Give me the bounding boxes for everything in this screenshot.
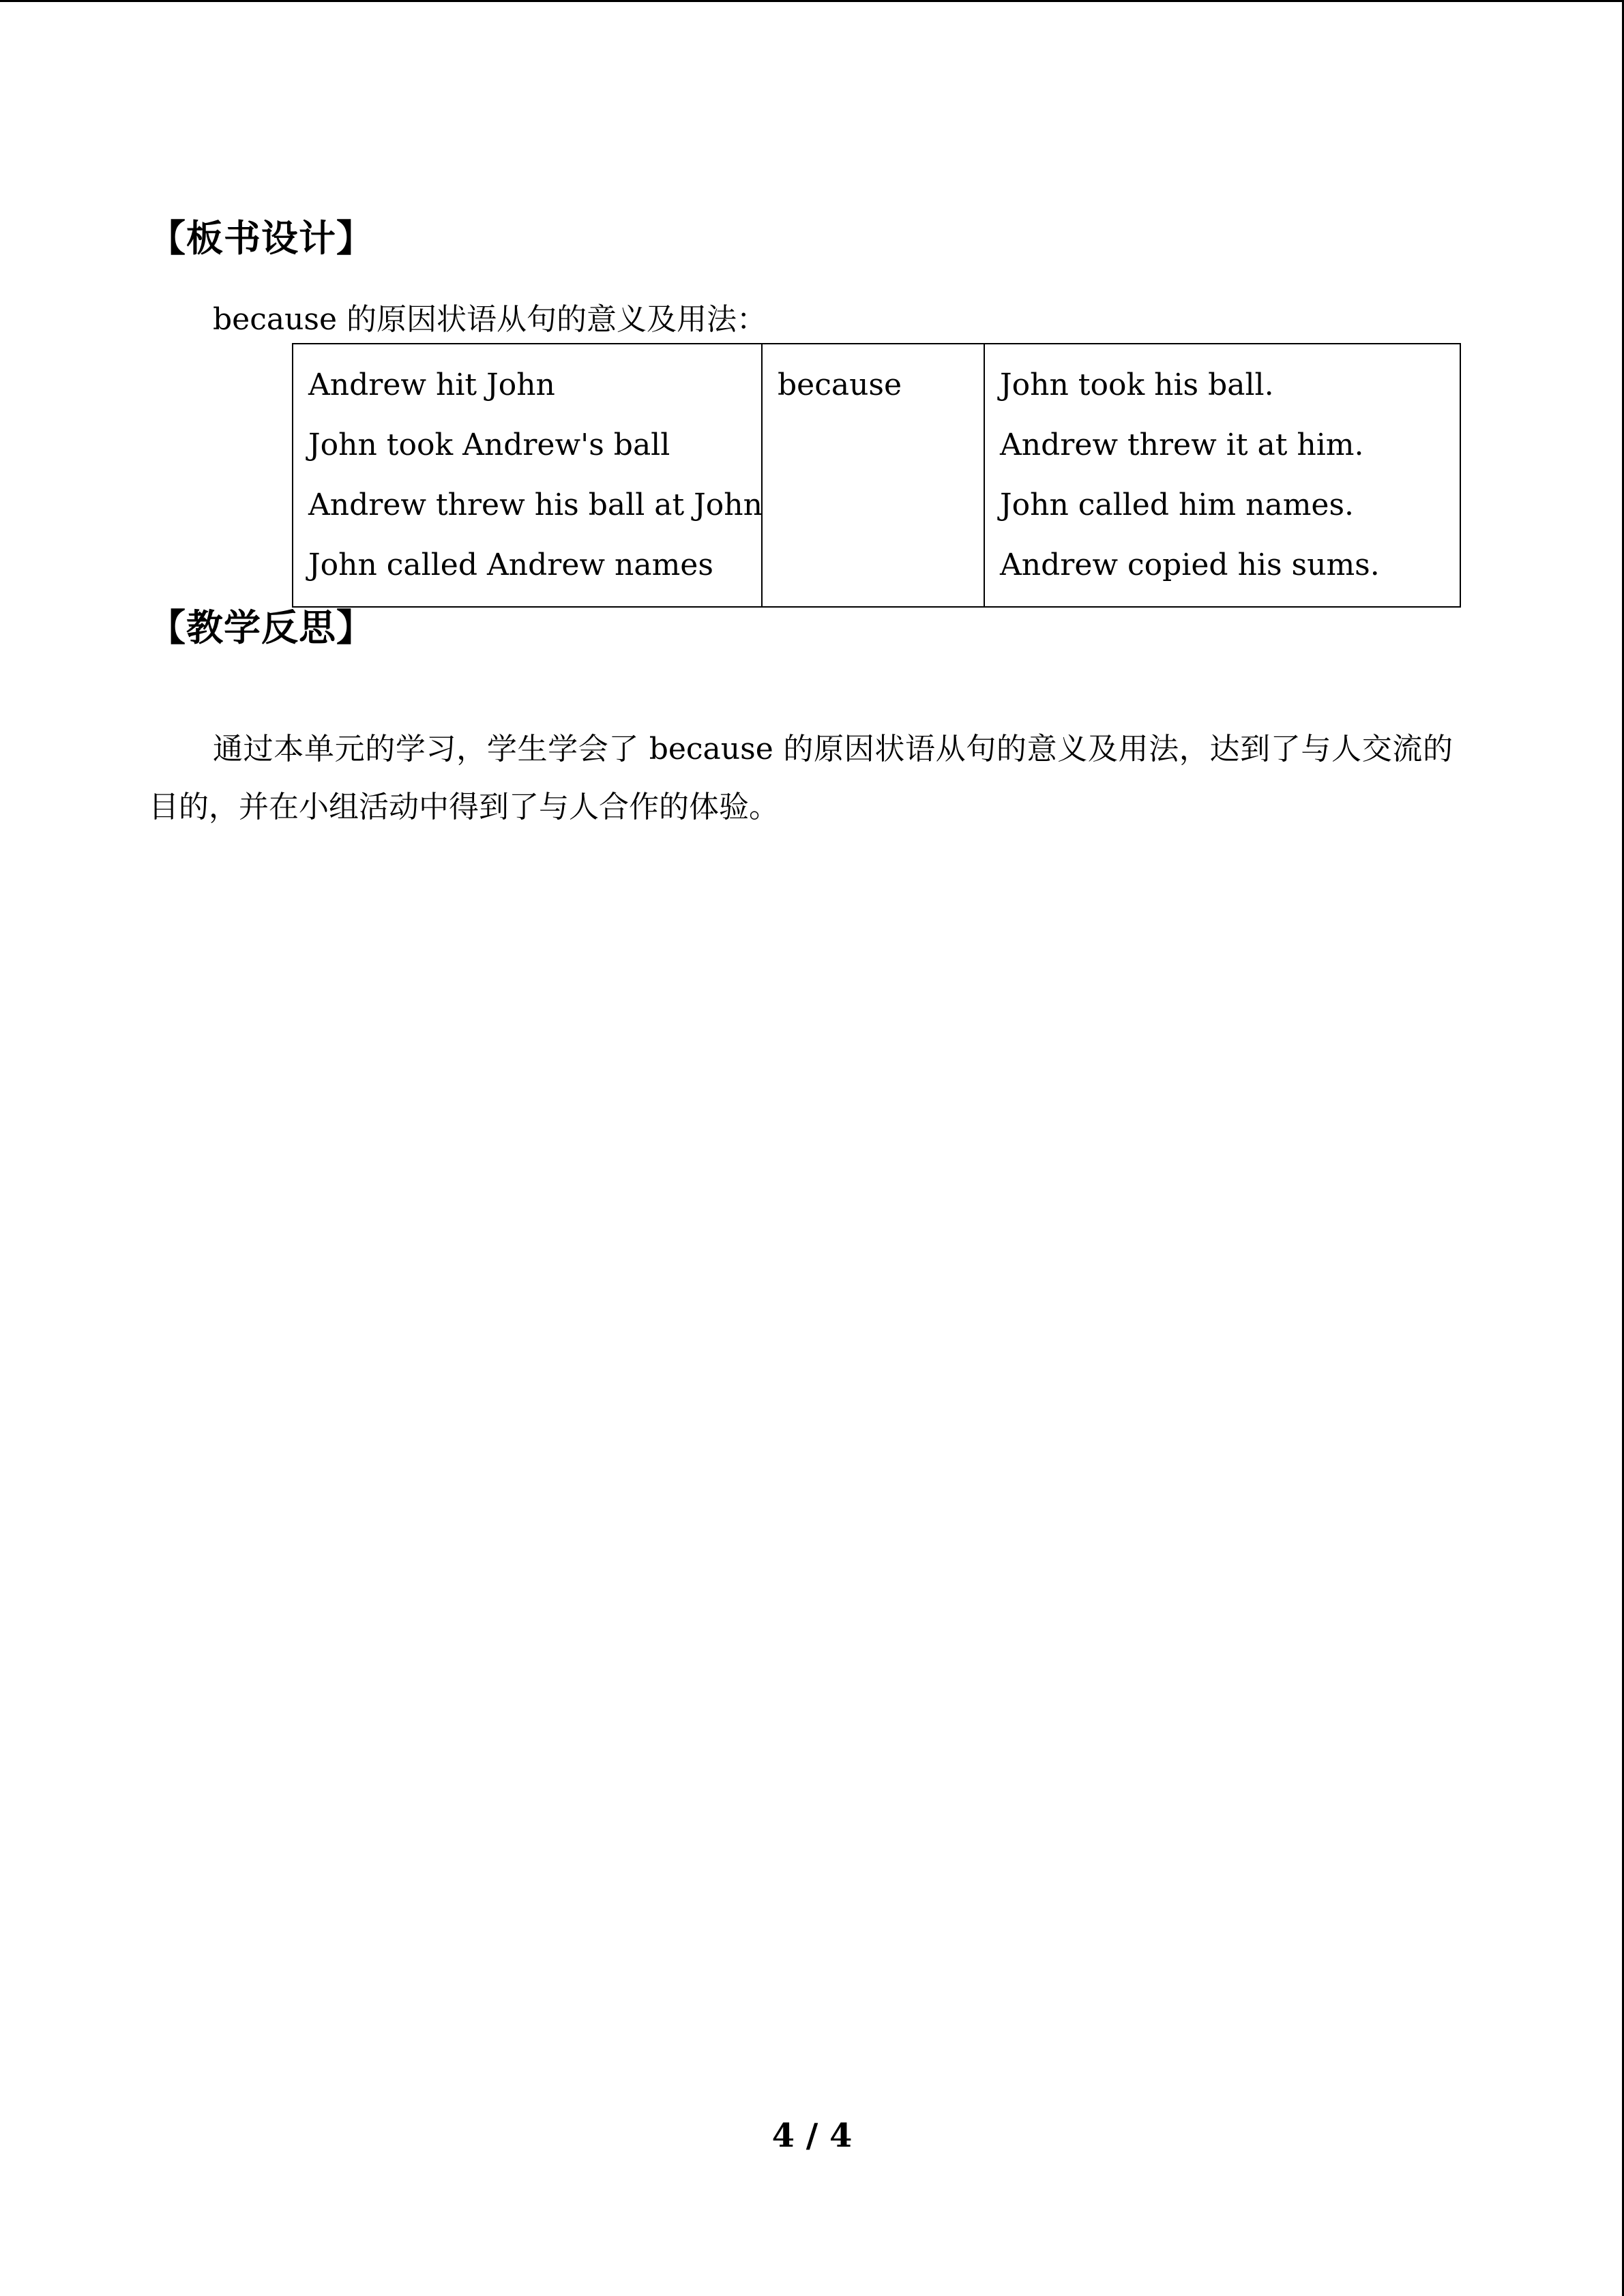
- board-design-heading: 【板书设计】: [149, 216, 374, 260]
- page-top-border: [0, 0, 1624, 2]
- main-clause: Andrew hit John: [308, 368, 555, 402]
- reason-clause: John took his ball.: [1000, 368, 1274, 402]
- reflection-paragraph: 通过本单元的学习，学生学会了 because 的原因状语从句的意义及用法，达到了与人交流的目的，并在小组活动中得到了与人合作的体验。: [149, 732, 1453, 824]
- table-row: [293, 344, 1460, 607]
- board-design-table: [292, 343, 1461, 608]
- connector-column: [762, 344, 984, 607]
- teaching-reflection-heading: 【教学反思】: [149, 606, 374, 649]
- main-clause: John took Andrew's ball: [308, 428, 670, 462]
- reason-clause: Andrew threw it at him.: [1000, 428, 1364, 462]
- page-number: 4 / 4: [771, 2117, 853, 2155]
- reason-clause-column: [984, 344, 1460, 607]
- main-clause: John called Andrew names: [308, 548, 713, 582]
- board-intro-text: because 的原因状语从句的意义及用法：: [213, 302, 767, 337]
- main-clause: Andrew threw his ball at John: [308, 488, 763, 522]
- reason-clause: John called him names.: [1000, 488, 1355, 522]
- reason-clause: Andrew copied his sums.: [1000, 548, 1380, 582]
- connector-word: because: [778, 368, 902, 402]
- main-clause-column: [293, 344, 762, 607]
